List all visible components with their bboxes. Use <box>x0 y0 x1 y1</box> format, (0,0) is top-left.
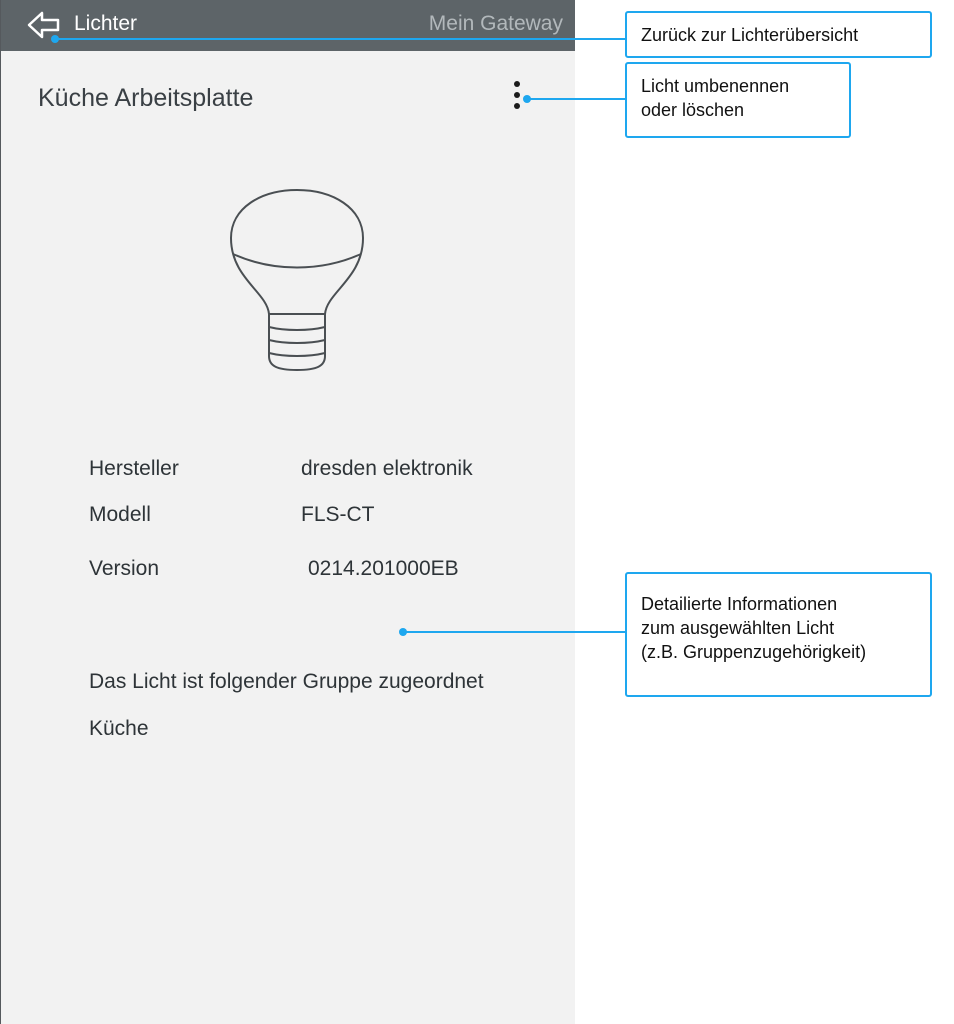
group-name[interactable]: Küche <box>89 717 149 740</box>
model-label: Modell <box>89 503 151 526</box>
manufacturer-value: dresden elektronik <box>301 457 473 480</box>
manufacturer-label: Hersteller <box>89 457 179 480</box>
top-app-bar <box>1 0 575 51</box>
callout-menu <box>625 62 851 138</box>
callout-details-line: (z.B. Gruppenzugehörigkeit) <box>641 642 867 662</box>
model-value: FLS-CT <box>301 503 375 526</box>
version-value: 0214.201000EB <box>308 557 459 580</box>
callout-details <box>625 572 932 697</box>
version-label: Version <box>89 557 160 580</box>
arrow-left-icon[interactable] <box>25 10 61 40</box>
callout-details-line: zum ausgewählten Licht <box>641 618 835 638</box>
back-label[interactable]: Lichter <box>74 12 138 35</box>
callout-back-line: Zurück zur Lichterübersicht <box>641 25 859 45</box>
light-title: Küche Arbeitsplatte <box>38 84 254 112</box>
callout-back <box>625 11 932 58</box>
callout-details-line: Detailierte Informationen <box>641 594 838 614</box>
light-bulb-icon <box>229 188 365 372</box>
more-vertical-icon[interactable] <box>508 78 526 114</box>
group-heading: Das Licht ist folgender Gruppe zugeordnet <box>89 670 484 693</box>
gateway-name: Mein Gateway <box>428 12 563 35</box>
callout-menu-line: oder löschen <box>641 100 745 120</box>
callout-menu-line: Licht umbenennen <box>641 76 790 96</box>
